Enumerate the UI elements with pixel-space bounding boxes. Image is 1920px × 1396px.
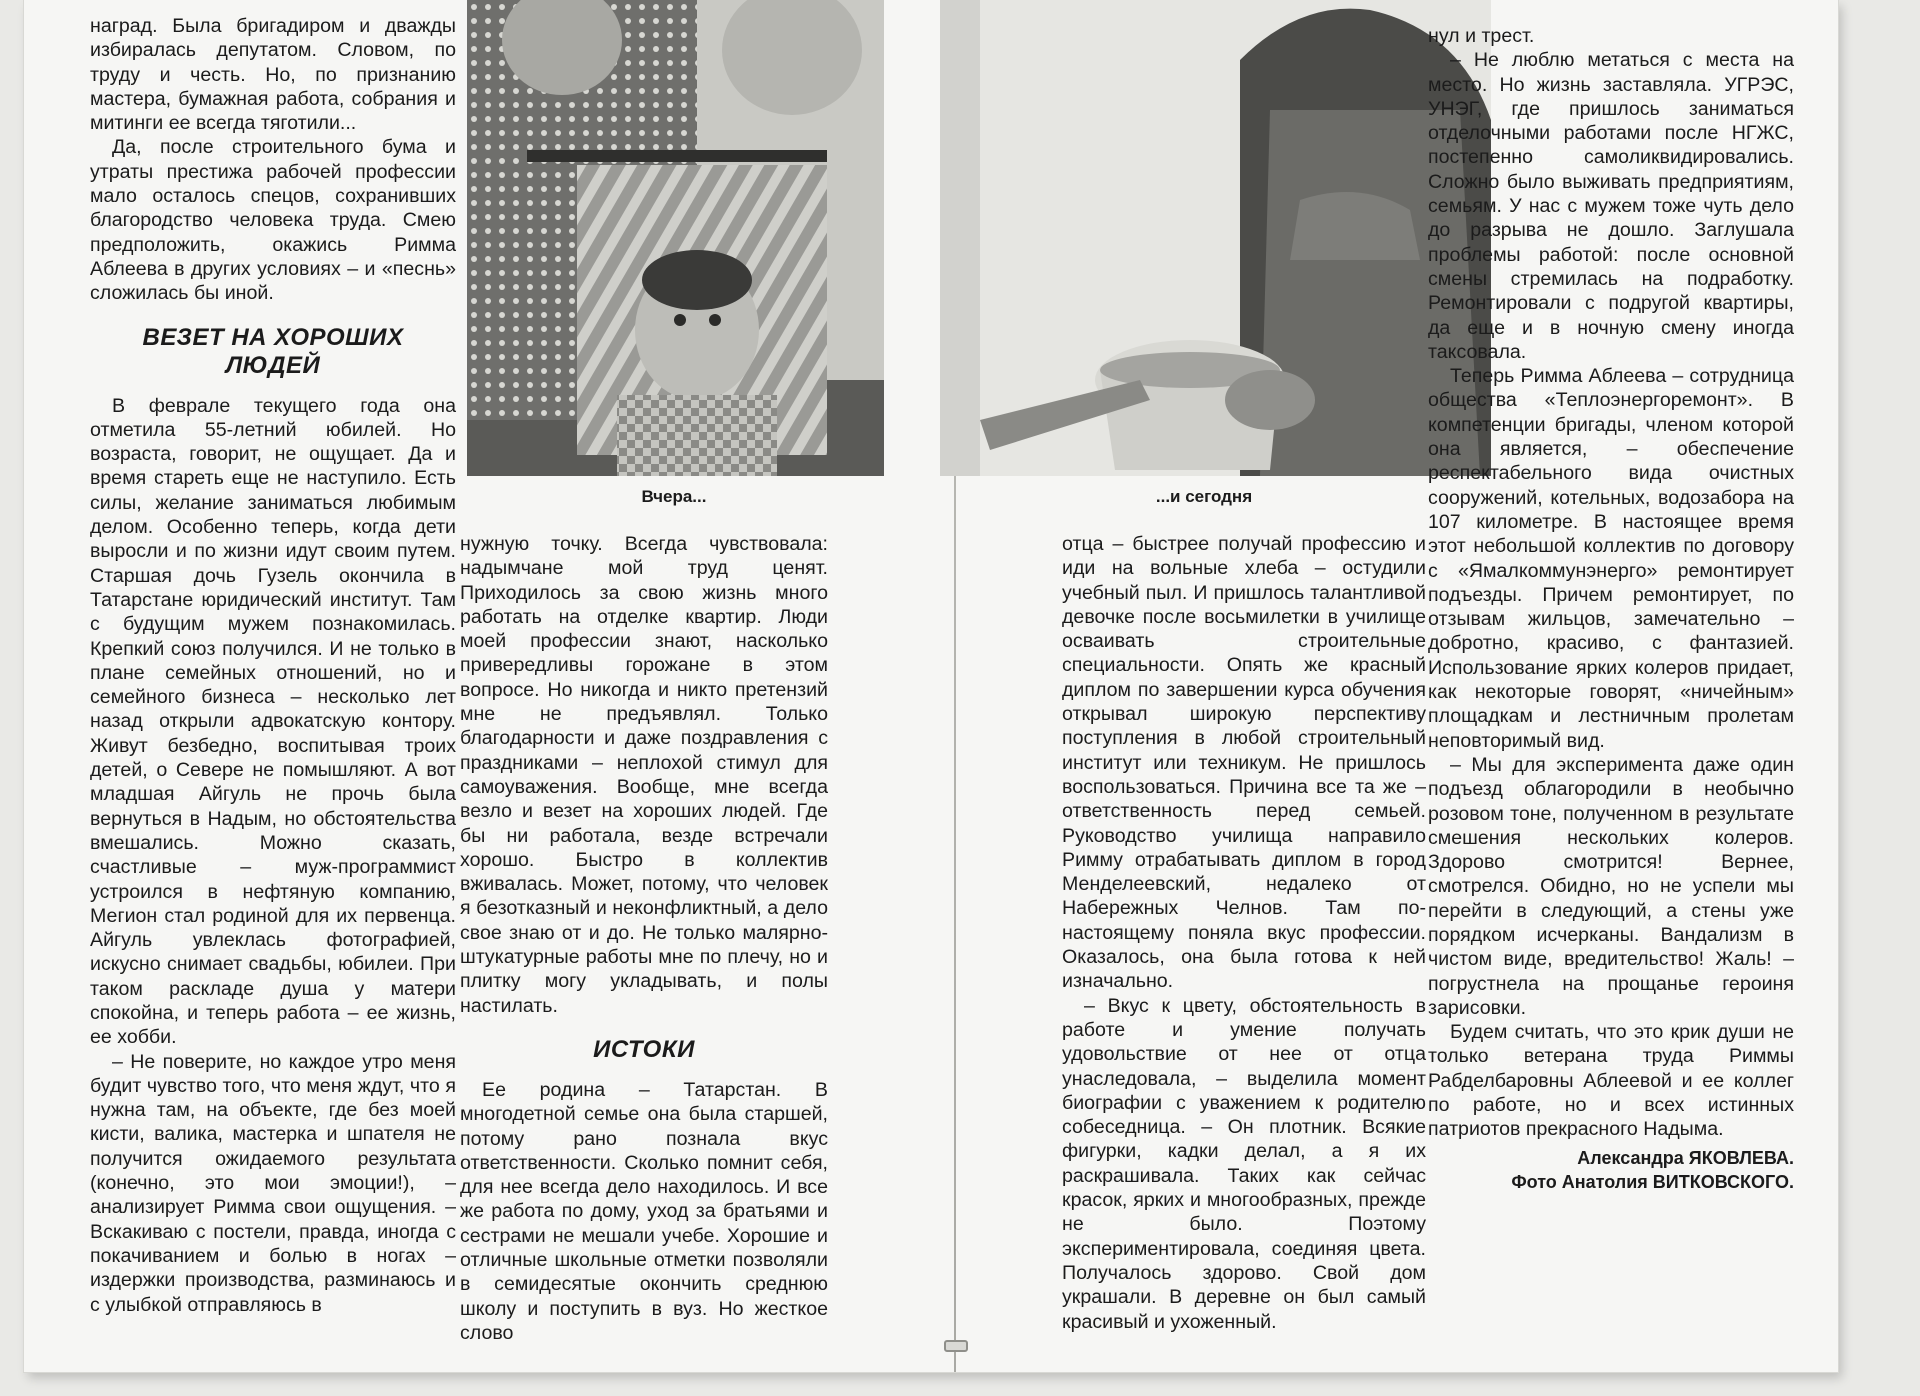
paragraph: В феврале текущего года она отметила 55-летний юбилей. Но возраста, говорит, не ощущает. Да и время стареть еще не наступило. Есть силы, желание заниматься любимым делом. Особенно теперь, когда дети выросли и по жизни идут своим путем. Старшая дочь Гузель окончила в Татарстане юридический институт. Там с будущим мужем познакомилась. Крепкий союз получился. И не только в плане семейных отношений, но и семейного бизнеса – несколько лет назад открыли адвокатскую контору. Живут безбедно, воспитывая троих детей, о Севере не помышляют. А вот младшая Айгуль не прочь была вернуться в Надым, но обстоятельства вмешались. Можно сказать, счастливые – муж-программист устроился в нефтяную компанию, Мегион стал родиной для их первенца. Айгуль увлеклась фотографией, искусно снимает свадьбы, юбилеи. При таком раскладе душа у матери спокойна, и теперь работа – ее жизнь, ее хобби.: [90, 394, 456, 1049]
paragraph: – Вкус к цвету, обстоятельность в работе и умение получать удовольствие от нее от отца унаследовала, – выделила момент биографии с уважением к родителю собеседница. – Он плотник. Всякие фигурки, кадки делал, а я их раскрашивала. Таких как сейчас красок, ярких и многообразных, прежде не было. Поэтому экспериментировала, соединяя цвета. Получалось здорово. Свой дом украшали. В деревне он был самый красивый и ухоженный.: [1062, 994, 1426, 1333]
column-2: [460, 532, 828, 1345]
paragraph: отца – быстрее получай профессию и иди на вольные хлеба – остудили учебный пыл. И пришлось талантливой девочке после восьмилетки в училище осваивать строительные специальности. Опять же красный диплом по завершении курса обучения открывал широкую перспективу поступления в любой строительный институт или техникум. Не пришлось воспользоваться. Причина все та же – ответственность перед семьей. Руководство училища направило Римму отрабатывать диплом в город Менделеевский, недалеко от Набережных Челнов. Там по-настоящему поняла вкус профессии. Оказалось, она была готова к ней изначально.: [1062, 533, 1426, 993]
column-3: [1062, 532, 1426, 1334]
paragraph: Да, после строительного бума и утраты престижа рабочей профессии мало осталось спецов, сохранивших благородство человека труда. Смею предположить, окажись Римма Аблеева в других условиях – и «песнь» сложилась бы иной.: [90, 136, 456, 305]
paragraph: – Не поверите, но каждое утро меня будит чувство того, что меня ждут, что я нужна там, на объекте, где без моей кисти, валика, мастерка и шпателя не получится ожидаемого результата (конечно, это мои эмоции!), – анализирует Римма свои ощущения. – Вскакиваю с постели, правда, иногда с покачиванием и болью в ногах – издержки производства, разминаюсь и с улыбкой отправляюсь в: [90, 1050, 456, 1316]
photo-credit: Фото Анатолия ВИТКОВСКОГО.: [1511, 1171, 1794, 1192]
paragraph: Будем считать, что это крик души не только ветерана труда Риммы Рабделбаровны Аблеевой и ее коллег по работе, но и всех истинных патриотов прекрасного Надыма.: [1428, 1021, 1794, 1141]
photo-today-image: [940, 0, 1491, 476]
paragraph: нужную точку. Всегда чувствовала: надымчане мой труд ценят. Приходилось за свою жизнь много работать на отделке квартир. Люди моей профессии знают, насколько привередливы горожане в этом вопросе. Но никогда и никто претензий мне не предъявлял. Только благодарности и даже поздравления с праздниками – неплохой стимул для самоуважения. Вообще, мне всегда везло и везет на хороших людей. Где бы ни работала, везде встречали хорошо. Быстро в коллектив вживалась. Может, потому, что человек я безотказный и неконфликтный, а дело свое знаю от и до. Не только малярно-штукатурные работы мне по плечу, но и плитку могу укладывать, и полы настилать.: [460, 533, 828, 1017]
staple: [944, 1340, 968, 1352]
photo-yesterday-image: [467, 0, 884, 476]
paragraph: Теперь Римма Аблеева – сотрудница общества «Теплоэнергоремонт». В компетенции бригады, членом которой она является, – обеспечение респектабельного вида очистных сооружений, котельных, водозабора на 107 километре. В настоящее время этот небольшой коллектив по договору с «Ямалкоммунэнерго» ремонтирует подъезды. Причем ремонтирует, по отзывам жильцов, замечательно – добротно, красиво, с фантазией. Использование ярких колеров придает, как некоторые говорят, «ничейным» площадкам и лестничным пролетам неповторимый вид.: [1428, 365, 1794, 752]
column-4: [1428, 24, 1794, 1194]
photo-yesterday: [467, 0, 884, 476]
paragraph: нул и трест.: [1428, 25, 1535, 47]
paragraph: наград. Была бригадиром и дважды избиралась депутатом. Словом, по труду и честь. Но, по признанию мастера, бумажная работа, собрания и митинги ее всегда тяготили...: [90, 15, 456, 135]
column-1: [90, 14, 456, 1317]
section-heading: ИСТОКИ: [593, 1035, 695, 1063]
caption-today: ...и сегодня: [1155, 487, 1253, 506]
author-signature: Александра ЯКОВЛЕВА.: [1577, 1147, 1794, 1168]
photo-today: [940, 0, 1491, 476]
paragraph: Ее родина – Татарстан. В многодетной семье она была старшей, потому рано познала вкус ответственности. Сколько помнит себя, для нее всегда дело находилось. И все же работа по дому, уход за братьями и сестрами не мешали учебе. Хорошие и отличные школьные отметки позволяли в семидесятые окончить среднюю школу и поступить в вуз. Но жесткое слово: [460, 1078, 828, 1344]
paragraph: – Не люблю метаться с места на место. Но жизнь заставляла. УГРЭС, УНЭГ, где пришлось заниматься отделочными работами после НГЖС, постепенно самоликвидировались. Сложно было выживать предприятиям, семьям. У нас с мужем тоже чуть дело до разрыва не дошло. Заглушала проблемы работой: после основной смены стремилась на подработку. Ремонтировали с подругой квартиры, да еще и в ночную смену иногда таксовала.: [1428, 49, 1794, 363]
section-heading: ВЕЗЕТ НА ХОРОШИХ ЛЮДЕЙ: [142, 323, 404, 379]
newspaper-spread: [24, 0, 1838, 1372]
caption-yesterday: Вчера...: [641, 487, 707, 506]
paragraph: – Мы для эксперимента даже один подъезд облагородили в необычно розовом тоне, полученном в результате смешения нескольких колеров. Здорово смотрится! Вернее, смотрелся. Обидно, но не успели мы перейти в следующий, а стены уже порядком исчерканы. Вандализм в чистом виде, вредительство! Жаль! – погрустнела на прощанье героиня зарисовки.: [1428, 753, 1794, 1019]
